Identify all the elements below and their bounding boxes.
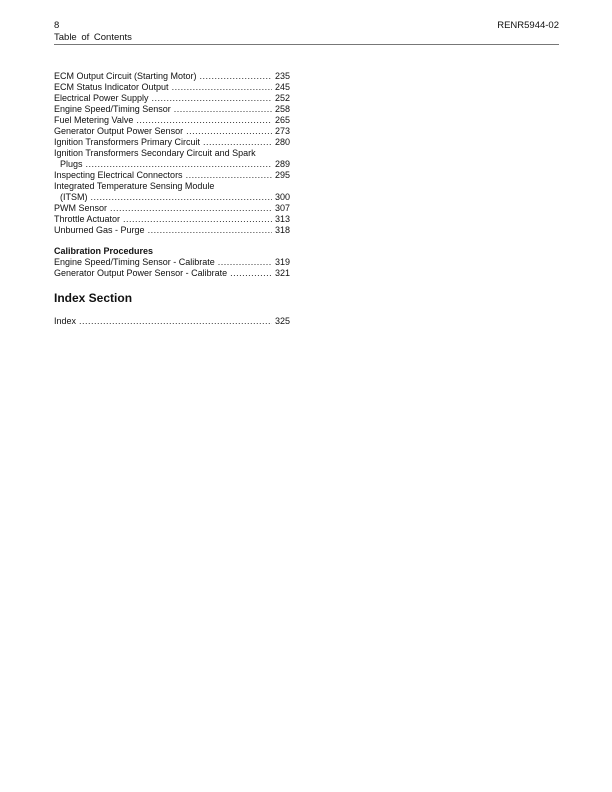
toc-entry[interactable]: Inspecting Electrical Connectors ..... 295: [54, 170, 290, 181]
table-of-contents: [54, 71, 290, 327]
toc-entry[interactable]: Unburned Gas - Purge ..... 318: [54, 225, 290, 236]
toc-entry[interactable]: Fuel Metering Valve ..... 265: [54, 115, 290, 126]
toc-entry[interactable]: Engine Speed/Timing Sensor ..... 258: [54, 104, 290, 115]
toc-entry[interactable]: ECM Output Circuit (Starting Motor) ..... 235: [54, 71, 290, 82]
toc-entry[interactable]: Ignition Transformers Primary Circuit ..... 280: [54, 137, 290, 148]
page-number: 8: [54, 20, 60, 31]
header-divider: [54, 44, 559, 45]
toc-entry[interactable]: PWM Sensor ..... 307: [54, 203, 290, 214]
toc-entry[interactable]: Ignition Transformers Secondary Circuit and Spark Plugs ..... 289: [54, 148, 290, 170]
toc-entry[interactable]: ECM Status Indicator Output ..... 245: [54, 82, 290, 93]
document-id: RENR5944-02: [497, 20, 559, 31]
calibration-heading: Calibration Procedures: [54, 246, 154, 256]
toc-entry[interactable]: Generator Output Power Sensor - Calibrate ..... 321: [54, 268, 290, 279]
toc-entry[interactable]: Index ..... 325: [54, 316, 290, 327]
toc-entry[interactable]: Generator Output Power Sensor ..... 273: [54, 126, 290, 137]
toc-entry[interactable]: Engine Speed/Timing Sensor - Calibrate ..... 319: [54, 257, 290, 268]
toc-entry[interactable]: Throttle Actuator ..... 313: [54, 214, 290, 225]
toc-entry[interactable]: Electrical Power Supply ..... 252: [54, 93, 290, 104]
page-header-title: Table of Contents: [54, 32, 132, 43]
index-section-heading: Index Section: [54, 291, 133, 305]
toc-entry[interactable]: Integrated Temperature Sensing Module (ITSM) ..... 300: [54, 181, 290, 203]
